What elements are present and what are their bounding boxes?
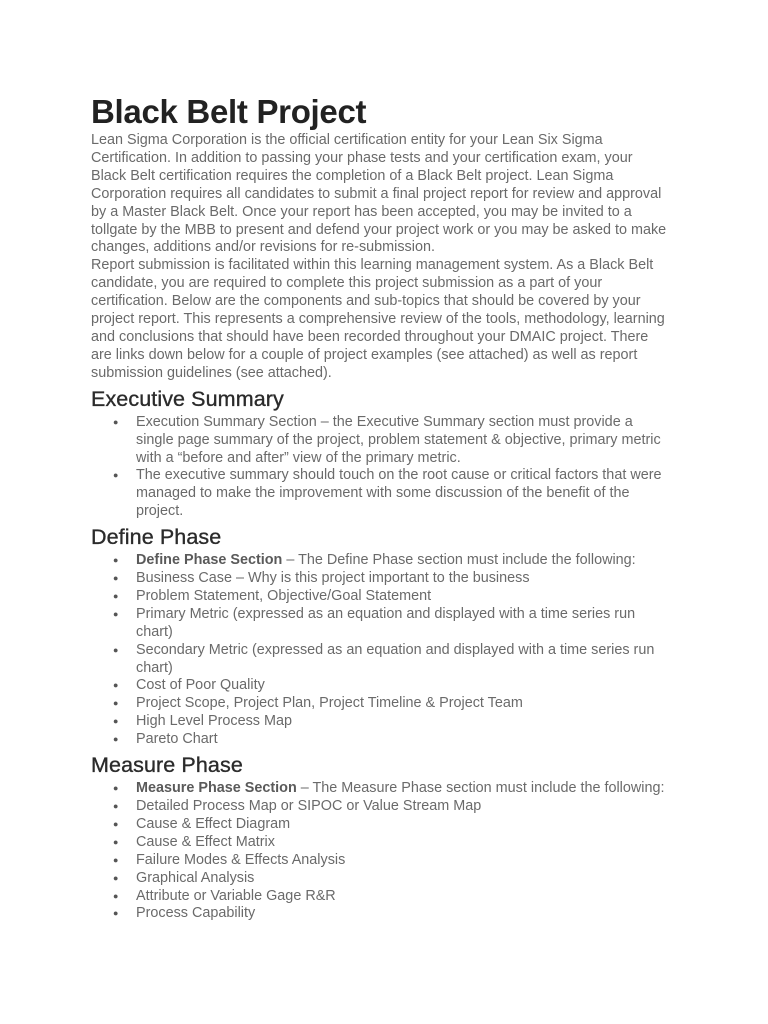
bullet-icon: ● bbox=[113, 698, 119, 709]
bullet-icon: ● bbox=[113, 644, 119, 655]
bullet-icon: ● bbox=[113, 680, 119, 691]
list-item bbox=[113, 815, 671, 834]
bullet-icon: ● bbox=[113, 801, 119, 811]
intro-paragraph-1: Lean Sigma Corporation is the official certification entity for your Lean Six Sigma Certification. In addition to passing your phase tests and your certification exam, your Black Belt certification requires the completion of a Black Belt project. Lean Sigma Corporation requires all candidates to submit a final project report for review and approval by a Master Black Belt. Once your report has been accepted, you may be invited to a tollgate by the MBB to present and defend your project work or you may be asked to make changes, additions and/or revisions for re-submission. bbox=[91, 132, 667, 256]
bullet-icon: ● bbox=[113, 734, 119, 745]
list-item bbox=[113, 677, 671, 695]
bullet-icon: ● bbox=[113, 608, 119, 619]
measure-phase-list bbox=[91, 780, 671, 923]
list-item bbox=[113, 552, 671, 570]
bullet-icon: ● bbox=[113, 783, 119, 794]
bullet-icon: ● bbox=[113, 854, 119, 865]
list-item-text: Cause & Effect Diagram bbox=[136, 815, 291, 832]
list-item bbox=[113, 641, 671, 678]
define-phase-heading: Define Phase bbox=[91, 525, 222, 550]
list-item-text: Cost of Poor Quality bbox=[136, 677, 265, 694]
bullet-icon: ● bbox=[113, 872, 119, 883]
bullet-icon: ● bbox=[113, 716, 119, 727]
bullet-icon: ● bbox=[113, 470, 119, 481]
list-item-text: – The Measure Phase section must include the following: bbox=[296, 780, 665, 797]
list-item-text: Primary Metric (expressed as an equation and displayed with a time series run chart) bbox=[136, 605, 636, 640]
page-title: Black Belt Project bbox=[91, 93, 367, 130]
list-item bbox=[113, 570, 671, 588]
bullet-icon: ● bbox=[113, 590, 119, 601]
list-item bbox=[113, 605, 671, 642]
list-item bbox=[113, 798, 671, 816]
list-item-text: High Level Process Map bbox=[136, 713, 292, 730]
list-item bbox=[113, 905, 671, 923]
list-item-text: Problem Statement, Objective/Goal Statement bbox=[136, 587, 432, 604]
list-item-text: Detailed Process Map or SIPOC or Value Stream Map bbox=[136, 798, 482, 814]
list-item-text: Pareto Chart bbox=[136, 731, 218, 748]
list-item-text: Graphical Analysis bbox=[136, 869, 255, 886]
list-item-text: Attribute or Variable Gage R&R bbox=[136, 887, 336, 904]
list-item bbox=[113, 869, 671, 888]
list-item bbox=[113, 780, 671, 798]
bullet-icon: ● bbox=[113, 818, 119, 829]
list-item bbox=[113, 695, 671, 713]
executive-summary-list bbox=[91, 414, 671, 521]
list-item bbox=[113, 713, 671, 731]
list-item-bold-lead: Define Phase Section bbox=[136, 552, 283, 569]
bullet-icon: ● bbox=[113, 908, 119, 919]
list-item-text: Failure Modes & Effects Analysis bbox=[136, 851, 346, 868]
list-item bbox=[113, 851, 671, 870]
list-item bbox=[113, 413, 671, 468]
list-item-text: The executive summary should touch on the root cause or critical factors that were managed to make the improvement with some discussion of the benefit of the project. bbox=[136, 467, 662, 520]
bullet-icon: ● bbox=[113, 573, 119, 584]
list-item-text: Cause & Effect Matrix bbox=[136, 833, 275, 850]
list-item-text: Business Case – Why is this project important to the business bbox=[136, 570, 530, 587]
intro-paragraph-2: Report submission is facilitated within this learning management system. As a Black Belt candidate, you are required to complete this project submission as a part of your certification. Below are the components and sub-topics that should be covered by your project report. This represents a comprehensive review of the tools, methodology, learning and conclusions that should have been recorded throughout your DMAIC project. There are links down below for a couple of project examples (see attached) as well as report submission guidelines (see attached). bbox=[91, 257, 665, 381]
list-item-text: Process Capability bbox=[136, 905, 256, 922]
list-item bbox=[113, 587, 671, 606]
executive-summary-heading: Executive Summary bbox=[91, 386, 284, 411]
list-item bbox=[113, 887, 671, 906]
list-item bbox=[113, 833, 671, 852]
bullet-icon: ● bbox=[113, 836, 119, 847]
bullet-icon: ● bbox=[113, 555, 119, 566]
list-item bbox=[113, 731, 671, 749]
bullet-icon: ● bbox=[113, 416, 119, 427]
document-page bbox=[91, 92, 671, 923]
list-item-text: Execution Summary Section – the Executive Summary section must provide a single page summary of the project, problem statement & objective, primary metric with a “before and after” view of the primary metric. bbox=[136, 413, 661, 466]
list-item-text: Secondary Metric (expressed as an equation and displayed with a time series run chart) bbox=[136, 641, 655, 676]
define-phase-list bbox=[91, 552, 671, 749]
list-item-text: – The Define Phase section must include the following: bbox=[282, 552, 636, 569]
list-item bbox=[113, 467, 671, 521]
measure-phase-heading: Measure Phase bbox=[91, 753, 243, 778]
bullet-icon: ● bbox=[113, 890, 119, 901]
list-item-bold-lead: Measure Phase Section bbox=[136, 780, 297, 797]
list-item-text: Project Scope, Project Plan, Project Timeline & Project Team bbox=[136, 695, 523, 712]
